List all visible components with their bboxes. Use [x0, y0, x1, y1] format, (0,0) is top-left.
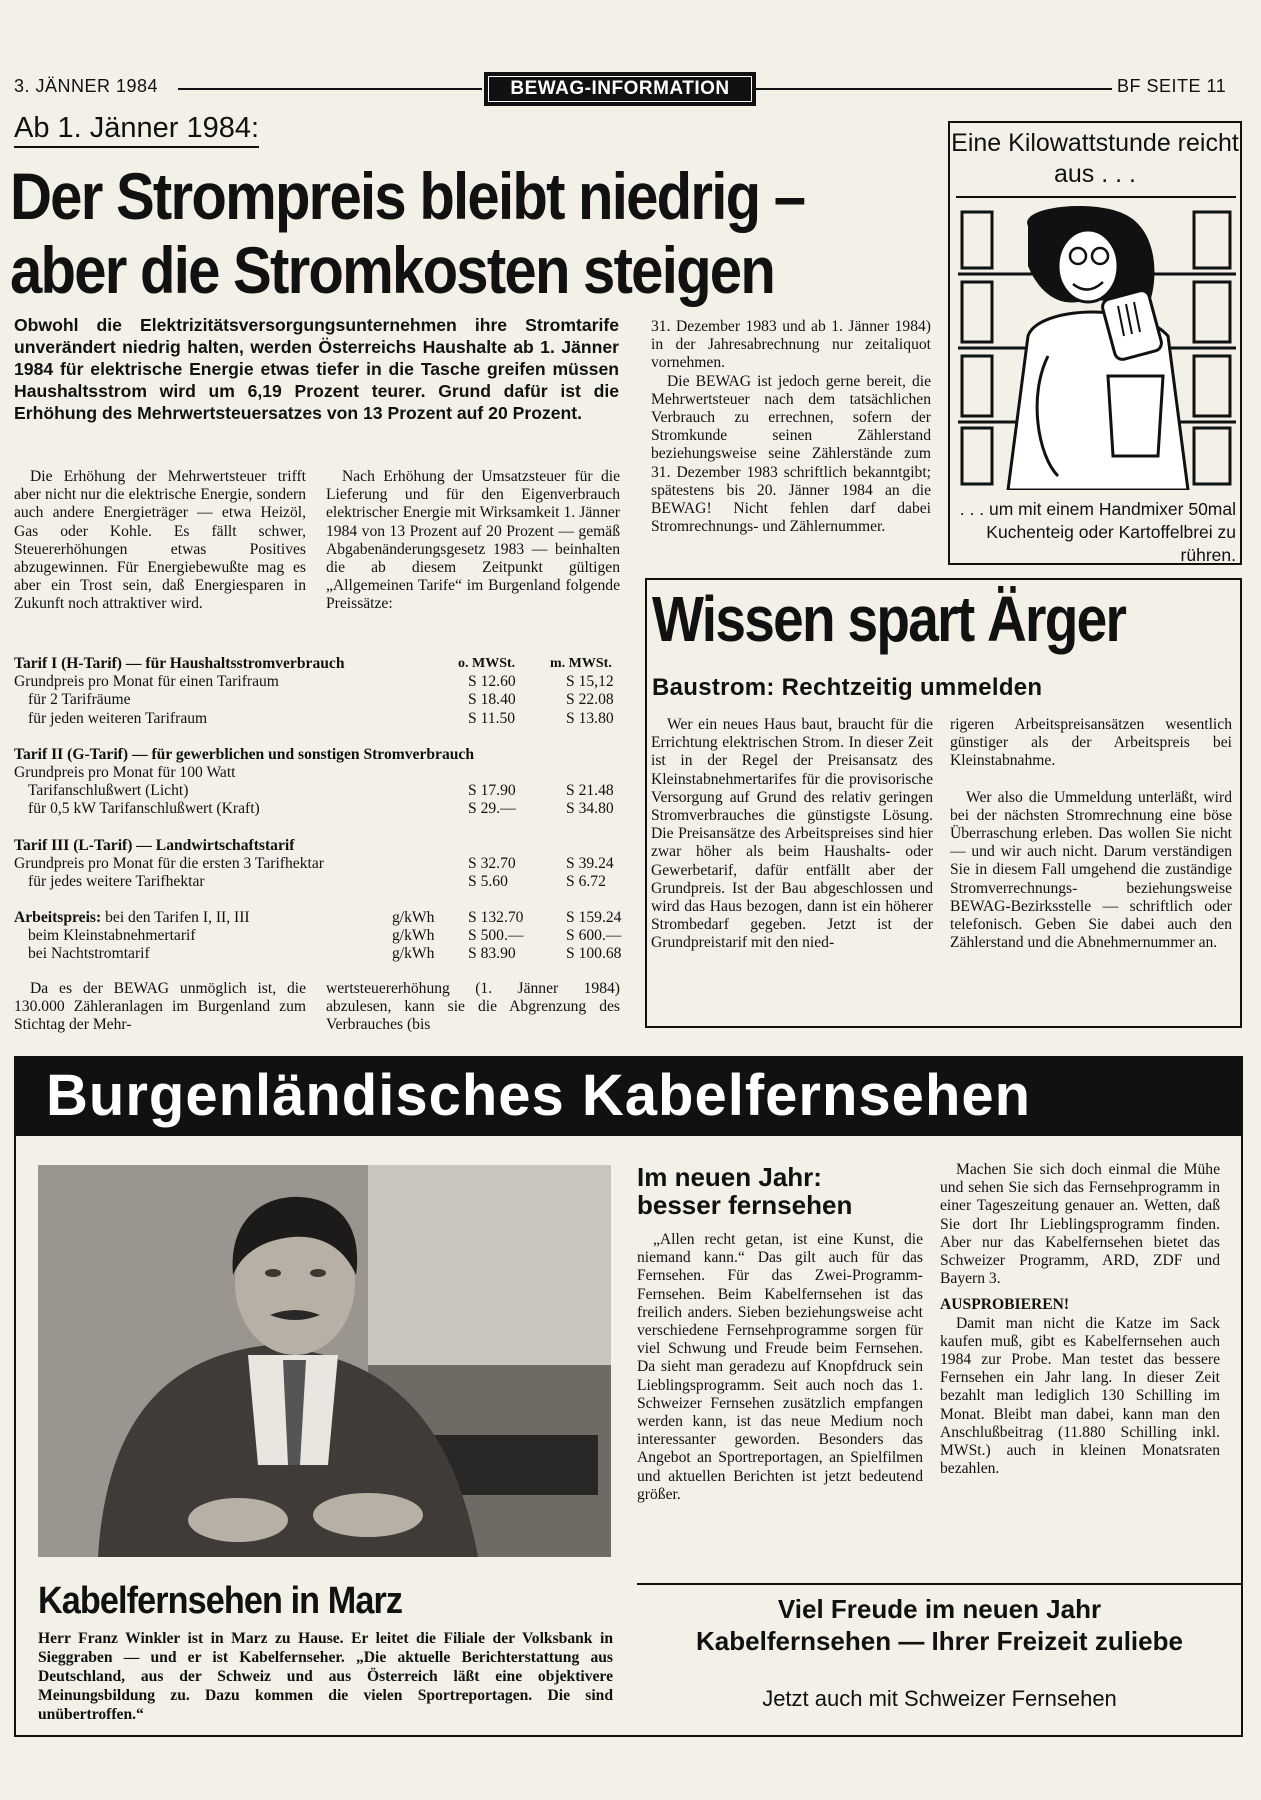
tariff-row [14, 764, 621, 782]
article-col-2-text: Nach Erhöhung der Umsatzsteuer für die Lieferung und für den Eigenverbrauch elektrischer Energie mit Wirksamkeit 1. Jänner 1984 von 13 Prozent auf 20 Prozent — gemäß Abgabenänderungsgesetz 1983 — beinhalten die ab diesem Zeitpunkt gültigen „Allgemeinen Tarife“ im Burgenland folgende Preissätze: [326, 468, 620, 613]
wissen-col-2-p1: rigeren Arbeitspreisansätzen wesentlich günstiger als der Arbeitspreis bei Kleinstabnahme. [950, 716, 1232, 770]
page-number: BF SEITE 11 [1117, 76, 1227, 96]
kilowatt-rule [956, 196, 1236, 198]
tariff-row [14, 800, 621, 818]
article-bottom-col-1-text: Da es der BEWAG unmöglich ist, die 130.000 Zähleranlagen im Burgenland zum Stichtag der Mehr- [14, 980, 306, 1034]
tariff-row [14, 691, 621, 709]
headline-line-2: aber die Stromkosten steigen [10, 233, 775, 307]
col-header-with-vat: m. MWSt. [550, 656, 612, 671]
jahr-headline-line-1: Im neuen Jahr: [637, 1162, 822, 1192]
tariff-row [14, 927, 621, 945]
tariff-group-title: Tarif III (L-Tarif) — Landwirtschaftstarif [14, 836, 295, 854]
tariff-price-with: S 13.80 [566, 709, 614, 727]
tariff-price-with: S 22.08 [566, 691, 614, 709]
article-bottom-col-1 [14, 980, 306, 1035]
tariff-price-with: S 34.80 [566, 800, 614, 818]
tariff-group-title: Tarif II (G-Tarif) — für gewerblichen und sonstigen Stromverbrauch [14, 745, 475, 763]
slogan-line-2: Kabelfernsehen — Ihrer Freizeit zuliebe [696, 1626, 1183, 1656]
article-lead: Obwohl die Elektrizitätsversorgungsunternehmen ihre Stromtarife unverändert niedrig halten, werden Österreichs Haushalte ab 1. Jänner 1984 für elektrische Energie etwas tiefer in die Tasche greifen müssen Haushaltsstrom wird um 6,19 Prozent teurer. Grund dafür ist die Erhöhung des Mehrwertsteuersatzes von 13 Prozent auf 20 Prozent. [14, 315, 619, 423]
tariff-price-with: S 600.— [566, 927, 622, 945]
tariff-label: Grundpreis pro Monat für die ersten 3 Tarifhektar [14, 854, 324, 872]
tariff-price-without: S 11.50 [468, 709, 516, 727]
tariff-label: für 2 Tarifräume [28, 691, 131, 709]
tariff-label: für jedes weitere Tarifhektar [28, 872, 205, 890]
tariff-price-with: S 21.48 [566, 782, 614, 800]
col-header-without-vat: o. MWSt. [458, 656, 516, 671]
jahr-text-body: „Allen recht getan, ist eine Kunst, die niemand kann.“ Das gilt auch für das Fernsehen. Für das Zwei-Programm-Fernsehen. Beim Kabelfernsehen ist das freilich anders. Sieben beziehungsweise acht verschiedene Fernsehprogramme sorgen für viel Schwung und Freude beim Fernsehen. Da sieht man geradezu auf Knopfdruck sein Lieblingsprogramm. Seit auch noch das 1. Schweizer Fernsehen zusätzlich empfangen werden kann, ist das neue Medium noch interessanter geworden. Besonders das Angebot an Sportreportagen, an Spielfilmen und aktuellen Berichten ist jetzt bedeutend größer. [637, 1231, 923, 1503]
tariff-price-without: S 12.60 [468, 673, 516, 691]
tariff-price-without: S 17.90 [468, 782, 516, 800]
section-label [484, 72, 756, 106]
tariff-price-without: S 29.— [468, 800, 516, 818]
marz-headline: Kabelfernsehen in Marz [38, 1580, 403, 1622]
tariff-label: für jeden weiteren Tarifraum [28, 709, 208, 727]
wissen-col-2 [950, 716, 1232, 952]
article-col-3-p2: Die BEWAG ist jedoch gerne bereit, die Mehrwertsteuer nach dem tatsächlichen Verbrauch zu errechnen, sofern der Stromkunde seinen Zählerstand beziehungsweise seine Zählerstände zum 31. Dezember 1983 schriftlich bekanntgibt; spätestens bis 20. Jänner 1984 an die BEWAG! Nicht fehlen darf dabei Stromrechnungs- und Zählernummer. [651, 372, 931, 536]
tariff-price-without: S 500.— [468, 927, 524, 945]
tariff-price-with: S 15,12 [566, 673, 614, 691]
tariff-price-without: S 132.70 [468, 909, 524, 927]
wissen-col-2-p2: Wer also die Ummeldung unterläßt, wird bei der nächsten Stromrechnung eine böse Überraschung erleben. Das wollen Sie nicht — und wir auch nicht. Darum verständigen Sie in diesem Fall umgehend die zuständige Stromverrechnungs- beziehungsweise BEWAG-Bezirksstelle — schriftlich oder telefonisch. Geben Sie dabei auch den Zählerstand und die Abnehmernummer an. [950, 788, 1232, 952]
slogan-line-1: Viel Freude im neuen Jahr [777, 1594, 1102, 1624]
kabel-right-p2: Damit man nicht die Katze im Sack kaufen muß, gibt es Kabelfernsehen auch 1984 zur Probe. Man testet das bessere Fernsehen ein Jahr lang. In dieser Zeit bezahlt man lediglich 130 Schilling im Monat. Bleibt man dabei, kann man den Anschlußbeitrag (11.880 Schilling inkl. MWSt.) auch in kleinen Monatsraten bezahlen. [940, 1314, 1220, 1478]
kilowatt-box-caption: . . . um mit einem Handmixer 50mal Kuchenteig oder Kartoffelbrei zu rühren. [959, 499, 1236, 565]
wissen-headline: Wissen spart Ärger [652, 583, 1126, 655]
article-bottom-col-2-text: wertsteuererhöhung (1. Jänner 1984) abzulesen, kann sie die Abgrenzung des Verbrauches (bis [326, 980, 620, 1034]
tariff-unit: g/kWh [392, 945, 435, 963]
tariff-unit: g/kWh [392, 909, 435, 927]
slogan-headline [637, 1593, 1242, 1657]
article-col-3 [651, 318, 931, 536]
article-bottom-col-2 [326, 980, 620, 1035]
article-col-2 [326, 468, 620, 614]
tariff-price-with: S 6.72 [566, 872, 606, 890]
tariff-price-without: S 83.90 [468, 945, 516, 963]
jahr-headline [637, 1163, 852, 1219]
tariff-group-2-title-row [14, 746, 621, 764]
tariff-row [14, 673, 621, 691]
tariff-group-title: Tarif I (H-Tarif) — für Haushaltsstromverbrauch [14, 655, 345, 672]
article-col-1-text: Die Erhöhung der Mehrwertsteuer trifft aber nicht nur die elektrische Energie, sondern auch andere Energieträger — etwa Heizöl, Gas oder Kohle. Es fällt schwer, Steuererhöhungen etwas Positives abzugewinnen. Für Energiebewußte mag es aber ein Trost sein, daß Energiesparen in Zukunft noch attraktiver wird. [14, 468, 306, 613]
tariff-row [14, 782, 621, 800]
tariff-price-with: S 39.24 [566, 854, 614, 872]
tariff-label: Grundpreis pro Monat für einen Tarifraum [14, 673, 279, 691]
jahr-text [637, 1231, 923, 1504]
tariff-label: beim Kleinstabnehmertarif [28, 927, 196, 945]
header-rule-right [756, 88, 1112, 90]
marz-text: Herr Franz Winkler ist in Marz zu Hause. Er leitet die Filiale der Volksbank in Sieggraben — und er ist Kabelfernseher. „Die aktuelle Berichterstattung aus Deutschland, aus der Schweiz und aus Österreich läßt eine objektivere Meinungsbildung zu. Dazu kommen die vielen Sportreportagen. Die sind unübertroffen.“ [38, 1630, 613, 1723]
issue-date: 3. JÄNNER 1984 [14, 76, 159, 96]
tariff-label: Grundpreis pro Monat für 100 Watt [14, 763, 236, 781]
tariff-unit: g/kWh [392, 927, 435, 945]
tariff-label: Tarifanschlußwert (Licht) [28, 782, 189, 800]
headline-line-1: Der Strompreis bleibt niedrig – [10, 159, 805, 233]
tariff-table [14, 655, 621, 964]
kabel-banner: Burgenländisches Kabelfernsehen [14, 1056, 1243, 1136]
article-col-3-p1: 31. Dezember 1983 und ab 1. Jänner 1984) in der Jahresabrechnung nur zeitaliquot vornehmen. [651, 318, 931, 372]
tariff-row [14, 710, 621, 728]
tariff-row [14, 945, 621, 963]
handmixer-illustration [958, 206, 1236, 490]
tariff-label: für 0,5 kW Tarifanschlußwert (Kraft) [28, 800, 260, 818]
tariff-price-with: S 159.24 [566, 909, 622, 927]
header-rule-left [178, 88, 482, 90]
slogan-sub: Jetzt auch mit Schweizer Fernsehen [762, 1686, 1117, 1711]
portrait-photo [38, 1165, 611, 1557]
tariff-group-1-title-row [14, 655, 621, 673]
article-kicker: Ab 1. Jänner 1984: [14, 112, 259, 148]
tariff-price-without: S 18.40 [468, 691, 516, 709]
tariff-price-without: S 32.70 [468, 854, 516, 872]
tariff-group-title: Arbeitspreis: [14, 909, 102, 927]
section-label-text: BEWAG-INFORMATION [488, 76, 752, 102]
tariff-row [14, 855, 621, 873]
kabel-right-col [940, 1161, 1220, 1478]
tariff-group-title-rest: bei den Tarifen I, II, III [101, 909, 250, 927]
tariff-group-3-title-row [14, 837, 621, 855]
tariff-price-with: S 100.68 [566, 945, 622, 963]
wissen-subhead: Baustrom: Rechtzeitig ummelden [652, 674, 1043, 701]
article-col-1 [14, 468, 306, 614]
tariff-group-4-title-row [14, 909, 621, 927]
tariff-price-without: S 5.60 [468, 872, 508, 890]
tariff-label: bei Nachtstromtarif [28, 945, 150, 963]
jahr-headline-line-2: besser fernsehen [637, 1190, 853, 1220]
tariff-row [14, 873, 621, 891]
ausprobieren-heading: AUSPROBIEREN! [940, 1296, 1070, 1314]
wissen-col-1-text: Wer ein neues Haus baut, braucht für die Errichtung elektrischen Strom. In dieser Zeit ist in der Regel der Preisansatz des Kleinstabnehmertarifes für die provisorische Versorgung auf Grund des relativ geringen Stromverbrauches die günstigste Lösung. Die Preisansätze des Arbeitspreises sind hier zwar höher als beim Haushalts- oder Gewerbetarif, dafür entfällt aber der Grundpreis. Ist der Bau abgeschlossen und wird das Haus bezogen, dann ist ein höherer Strombedarf gegeben. Jetzt ist der Grundpreistarif mit den nied- [651, 716, 933, 952]
kilowatt-box-title: Eine Kilowattstunde reicht aus . . . [951, 129, 1239, 188]
kabel-right-p1: Machen Sie sich doch einmal die Mühe und sehen Sie sich das Fernsehprogramm in einer Tageszeitung genauer an. Wetten, daß Sie dort Ihr Lieblingsprogramm finden. Aber nur das Kabelfernsehen bietet das Schweizer Programm, ARD, ZDF und Bayern 3. [940, 1161, 1220, 1288]
wissen-col-1 [651, 716, 933, 953]
